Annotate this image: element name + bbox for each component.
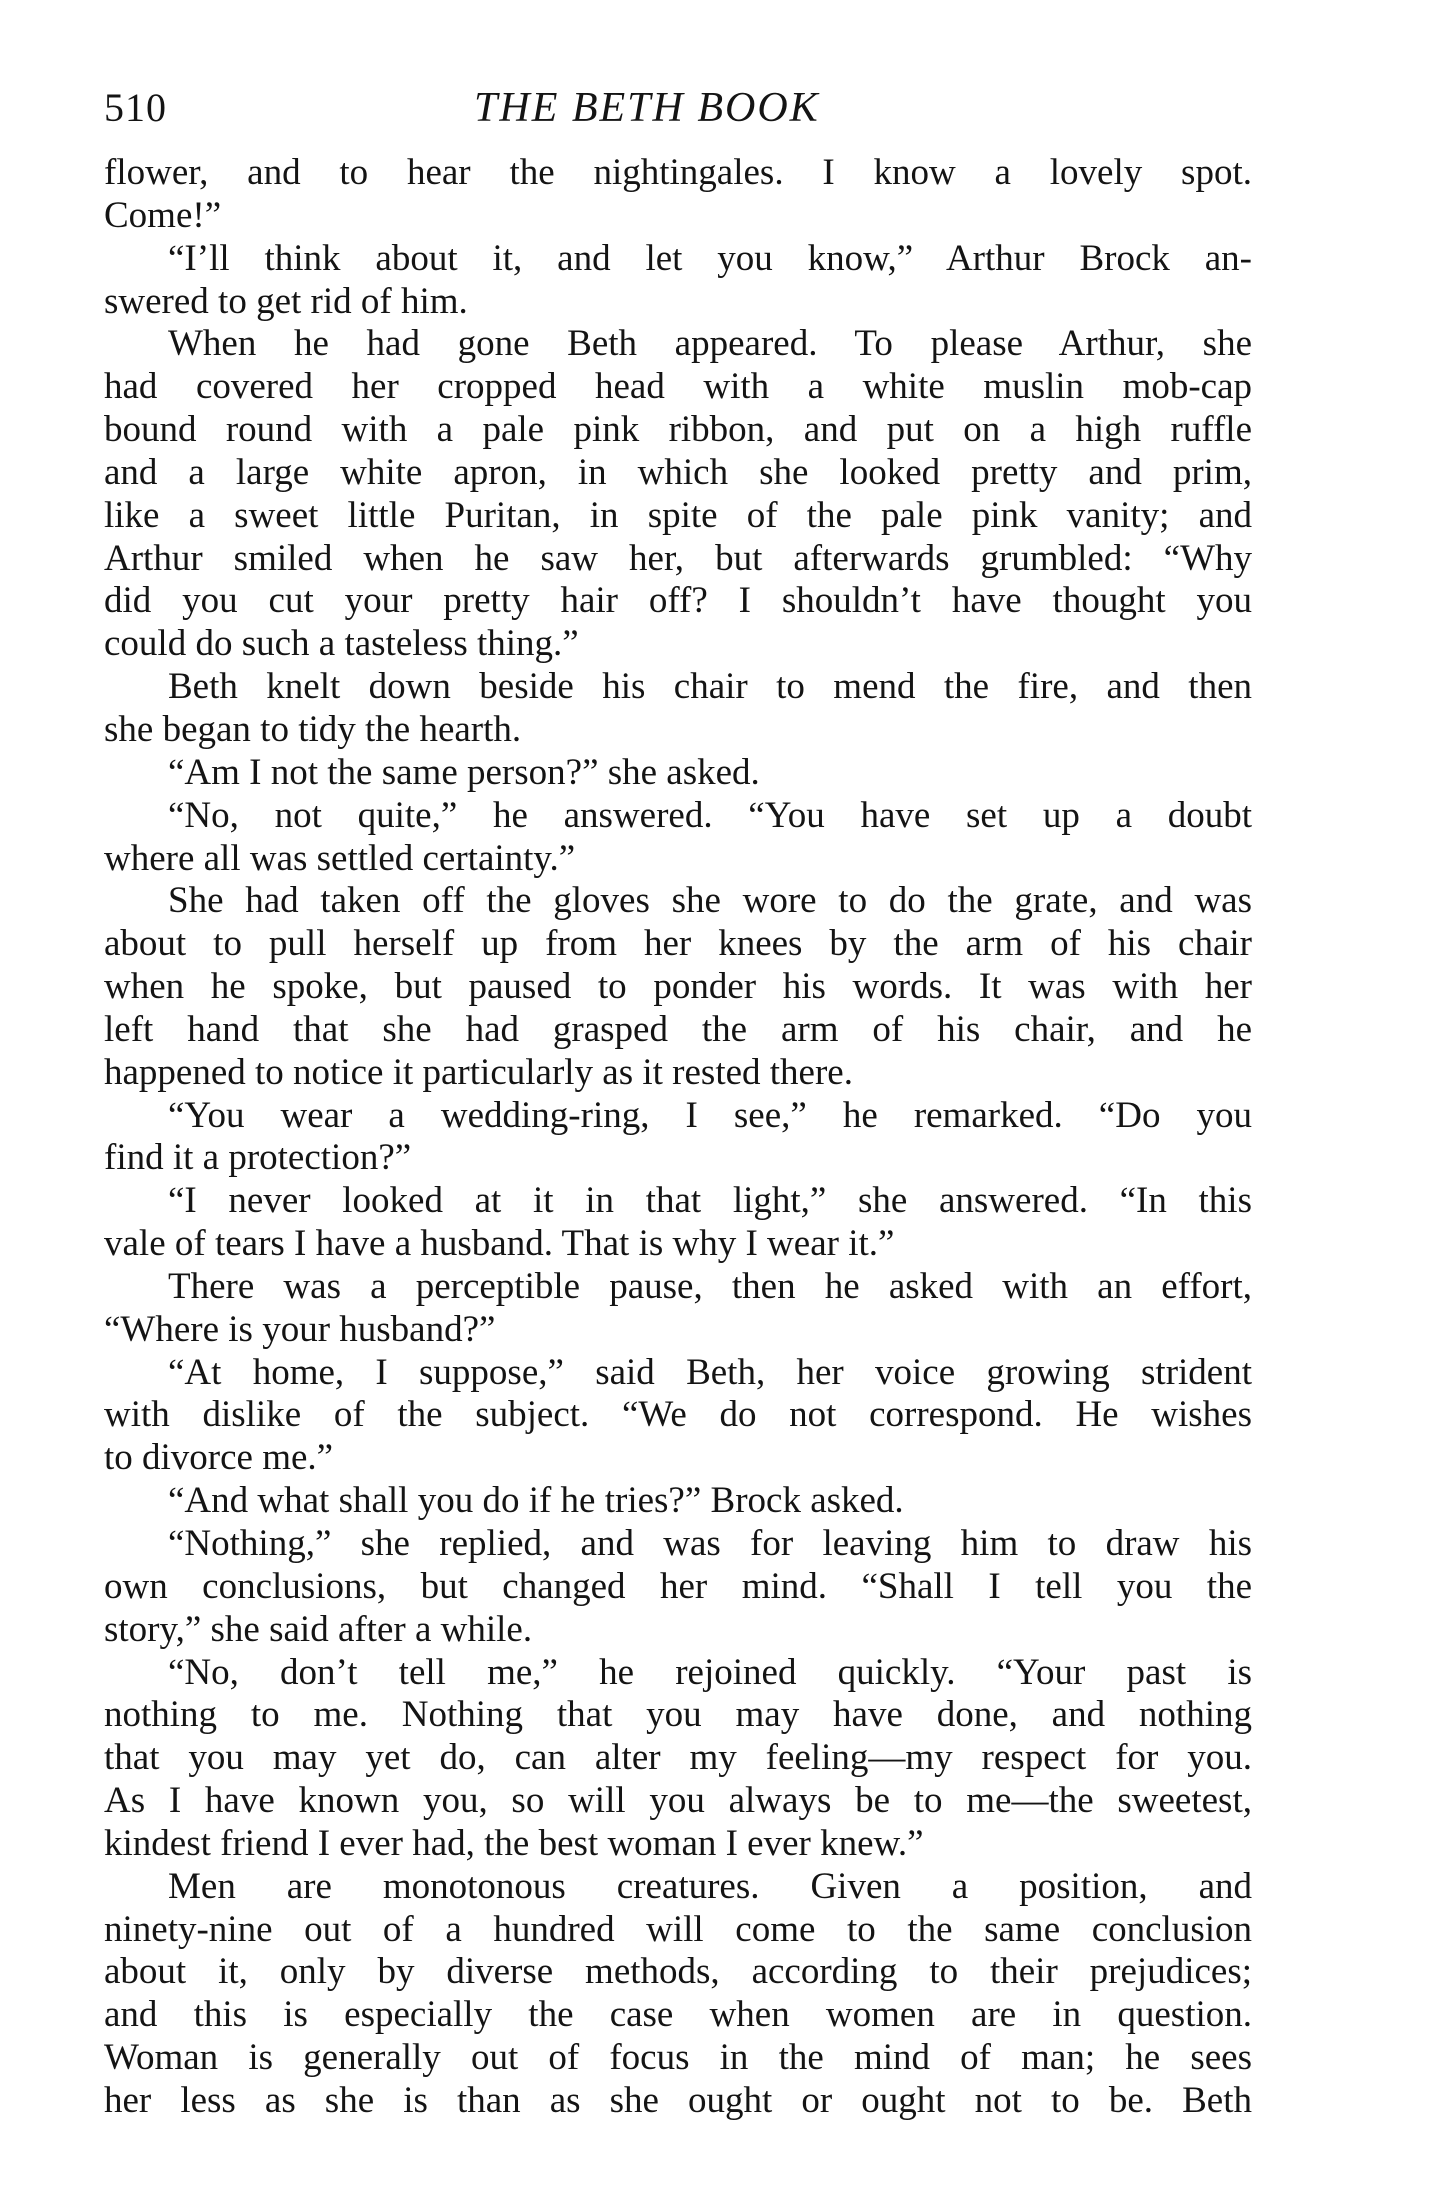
running-title: THE BETH BOOK bbox=[474, 85, 820, 131]
text-line: when he spoke, but paused to ponder his words. It was with her bbox=[104, 966, 1252, 1008]
text-line: “No, don’t tell me,” he rejoined quickly. “Your past is bbox=[168, 1651, 1252, 1693]
text-line: “I’ll think about it, and let you know,” Arthur Brock an- bbox=[168, 237, 1252, 279]
text-line: she began to tidy the hearth. bbox=[104, 708, 522, 750]
text-line: Come!” bbox=[104, 194, 222, 236]
text-line: about to pull herself up from her knees by the arm of his chair bbox=[104, 923, 1252, 965]
body-text bbox=[104, 152, 1252, 2123]
text-line: to divorce me.” bbox=[104, 1437, 334, 1479]
text-line: her less as she is than as she ought or ought not to be. Beth bbox=[104, 2079, 1252, 2121]
text-line: “Nothing,” she replied, and was for leaving him to draw his bbox=[168, 1523, 1252, 1564]
text-line: and a large white apron, in which she looked pretty and prim, bbox=[104, 451, 1252, 493]
text-line: There was a perceptible pause, then he asked with an effort, bbox=[168, 1265, 1252, 1307]
text-line: Men are monotonous creatures. Given a position, and bbox=[168, 1865, 1252, 1907]
text-line: and this is especially the case when women are in question. bbox=[104, 1994, 1252, 2036]
text-line: kindest friend I ever had, the best woman I ever knew.” bbox=[104, 1822, 924, 1864]
text-line: vale of tears I have a husband. That is why I wear it.” bbox=[104, 1223, 895, 1265]
text-line: left hand that she had grasped the arm of his chair, and he bbox=[104, 1008, 1252, 1050]
text-line: had covered her cropped head with a white muslin mob-cap bbox=[104, 366, 1252, 408]
text-line: story,” she said after a while. bbox=[104, 1608, 533, 1650]
text-line: Woman is generally out of focus in the mind of man; he sees bbox=[104, 2037, 1252, 2079]
text-line: “I never looked at it in that light,” she answered. “In this bbox=[168, 1180, 1252, 1222]
text-line: with dislike of the subject. “We do not correspond. He wishes bbox=[104, 1394, 1252, 1436]
text-line: “At home, I suppose,” said Beth, her voice growing strident bbox=[168, 1351, 1252, 1393]
text-line: like a sweet little Puritan, in spite of the pale pink vanity; and bbox=[104, 494, 1252, 536]
text-line: own conclusions, but changed her mind. “Shall I tell you the bbox=[104, 1565, 1252, 1607]
text-line: Arthur smiled when he saw her, but afterwards grumbled: “Why bbox=[104, 537, 1252, 579]
text-line: bound round with a pale pink ribbon, and put on a high ruffle bbox=[104, 409, 1252, 451]
text-line: “Where is your husband?” bbox=[104, 1308, 496, 1350]
text-line: about it, only by diverse methods, according to their prejudices; bbox=[104, 1951, 1252, 1993]
text-line: where all was settled certainty.” bbox=[104, 837, 576, 879]
text-line: ninety-nine out of a hundred will come to the same conclusion bbox=[104, 1908, 1252, 1950]
text-line: “And what shall you do if he tries?” Brock asked. bbox=[168, 1480, 904, 1522]
text-line: swered to get rid of him. bbox=[104, 280, 468, 322]
text-line: that you may yet do, can alter my feeling—my respect for you. bbox=[104, 1737, 1252, 1779]
page-number: 510 bbox=[104, 85, 167, 130]
running-head bbox=[104, 78, 1254, 138]
text-line: did you cut your pretty hair off? I shouldn’t have thought you bbox=[104, 580, 1252, 622]
text-line: She had taken off the gloves she wore to do the grate, and was bbox=[168, 880, 1252, 922]
text-line: nothing to me. Nothing that you may have done, and nothing bbox=[104, 1694, 1252, 1736]
text-line: happened to notice it particularly as it rested there. bbox=[104, 1051, 853, 1093]
text-line: “No, not quite,” he answered. “You have set up a doubt bbox=[168, 794, 1252, 836]
text-line: “Am I not the same person?” she asked. bbox=[168, 751, 760, 793]
text-line: could do such a tasteless thing.” bbox=[104, 623, 579, 665]
text-line: “You wear a wedding-ring, I see,” he remarked. “Do you bbox=[168, 1094, 1252, 1136]
text-line: flower, and to hear the nightingales. I know a lovely spot. bbox=[104, 152, 1252, 193]
text-line: Beth knelt down beside his chair to mend the fire, and then bbox=[168, 666, 1252, 708]
text-line: As I have known you, so will you always be to me—the sweetest, bbox=[104, 1780, 1252, 1822]
text-line: When he had gone Beth appeared. To please Arthur, she bbox=[168, 323, 1252, 365]
text-line: find it a protection?” bbox=[104, 1137, 412, 1179]
